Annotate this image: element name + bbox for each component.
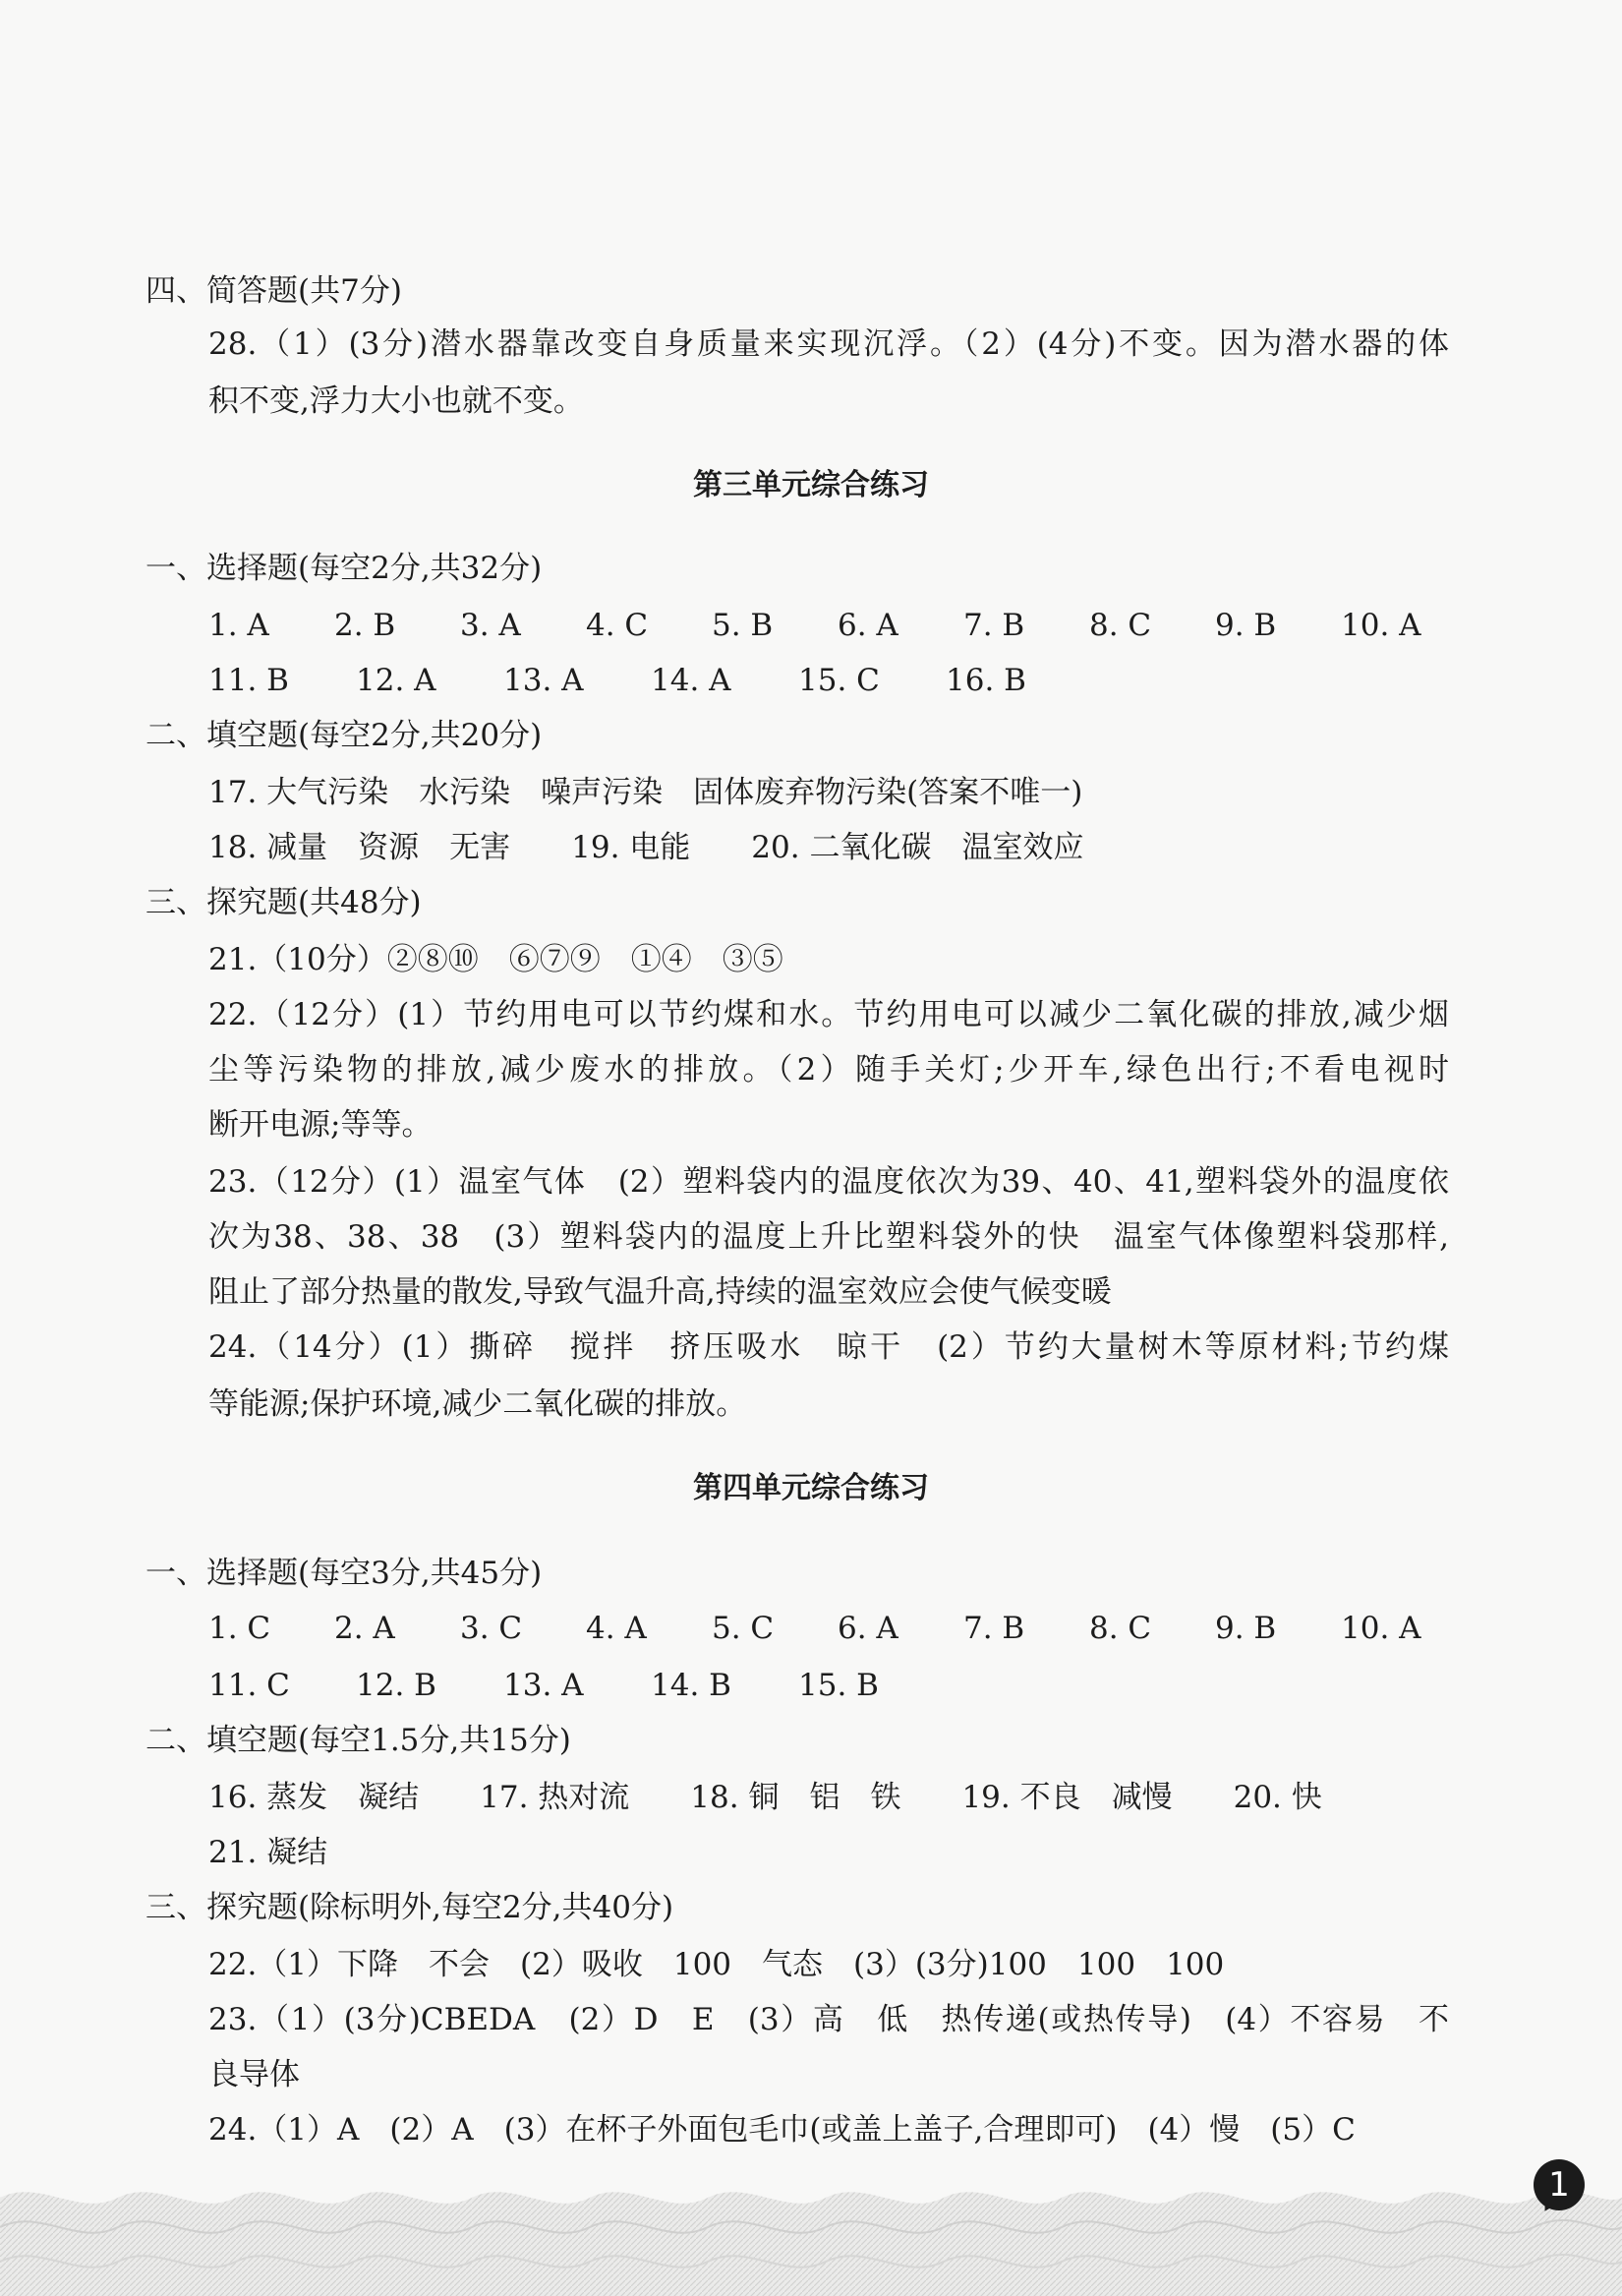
unit4-choice-answer: 1. C <box>208 1611 271 1646</box>
answer-u3-q23-line3: 阻止了部分热量的散发,导致气温升高,持续的温室效应会使气候变暖 <box>208 1274 1112 1310</box>
unit3-choice-answer: 3. A <box>460 608 521 643</box>
unit4-choice-answer: 13. A <box>503 1668 584 1703</box>
unit3-choice-answer: 15. C <box>798 663 880 698</box>
unit4-choice-answer: 9. B <box>1215 1611 1277 1646</box>
unit4-choice-answer: 10. A <box>1341 1611 1421 1646</box>
unit3-choice-answer: 12. A <box>356 663 436 698</box>
answer-u4-q23-line2: 良导体 <box>208 2057 300 2092</box>
answer-u3-q22-line1: 22.（12分）(1）节约用电可以节约煤和水。节约用电可以减少二氧化碳的排放,减少烟 <box>208 997 1449 1032</box>
unit3-choice-answer: 16. B <box>946 663 1026 698</box>
unit4-section-fill: 二、填空题(每空1.5分,共15分) <box>145 1723 571 1758</box>
answer-u3-q17: 17. 大气污染 水污染 噪声污染 固体废弃物污染(答案不唯一) <box>208 775 1083 810</box>
answer-u4-q21: 21. 凝结 <box>208 1835 328 1870</box>
unit4-choice-answer: 14. B <box>651 1668 731 1703</box>
answer-u3-q24-line1: 24.（14分）(1）撕碎 搅拌 挤压吸水 晾干 (2）节约大量树木等原材料;节约煤 <box>208 1329 1449 1365</box>
unit4-choice-answer: 3. C <box>460 1611 523 1646</box>
unit4-title: 第四单元综合练习 <box>693 1471 929 1505</box>
unit4-choice-answer: 6. A <box>838 1611 898 1646</box>
unit4-choice-answer: 12. B <box>356 1668 436 1703</box>
unit3-section-choice: 一、选择题(每空2分,共32分) <box>145 551 543 586</box>
answer-q28-line1: 28.（1）(3分)潜水器靠改变自身质量来实现沉浮。（2）(4分)不变。因为潜水器的体 <box>208 326 1449 362</box>
unit3-section-fill: 二、填空题(每空2分,共20分) <box>145 718 543 753</box>
page-number: 1 <box>1534 2159 1585 2210</box>
unit3-section-inquiry: 三、探究题(共48分) <box>145 885 422 920</box>
unit3-choice-answer: 14. A <box>651 663 731 698</box>
unit3-choice-answer: 6. A <box>838 608 898 643</box>
unit3-choice-answer: 10. A <box>1341 608 1421 643</box>
answer-u3-q23-line2: 次为38、38、38 (3）塑料袋内的温度上升比塑料袋外的快 温室气体像塑料袋那样, <box>208 1219 1449 1255</box>
answer-u4-q24: 24.（1）A (2）A (3）在杯子外面包毛巾(或盖上盖子,合理即可) (4）慢 (5）C <box>208 2112 1356 2148</box>
unit4-section-choice: 一、选择题(每空3分,共45分) <box>145 1556 543 1591</box>
section-title-short-answer: 四、简答题(共7分) <box>145 273 402 309</box>
answer-q28-line2: 积不变,浮力大小也就不变。 <box>208 383 584 419</box>
answer-u3-q22-line2: 尘等污染物的排放,减少废水的排放。（2）随手关灯;少开车,绿色出行;不看电视时 <box>208 1052 1449 1088</box>
unit3-choice-answer: 2. B <box>334 608 396 643</box>
answer-u4-q23-line1: 23.（1）(3分)CBEDA (2）D E (3）高 低 热传递(或热传导) (4）不容易 不 <box>208 2002 1449 2037</box>
answer-u3-q18-20: 18. 减量 资源 无害 19. 电能 20. 二氧化碳 温室效应 <box>208 830 1084 865</box>
answer-u4-q22: 22.（1）下降 不会 (2）吸收 100 气态 (3）(3分)100 100 100 <box>208 1947 1225 1982</box>
unit3-choice-answer: 5. B <box>712 608 774 643</box>
unit3-title: 第三单元综合练习 <box>693 468 929 502</box>
unit4-choice-answer: 7. B <box>963 1611 1025 1646</box>
unit3-choice-answer: 1. A <box>208 608 269 643</box>
answer-u3-q23-line1: 23.（12分）(1）温室气体 (2）塑料袋内的温度依次为39、40、41,塑料袋外的温度依 <box>208 1164 1449 1200</box>
unit4-choice-answer: 4. A <box>586 1611 647 1646</box>
answer-u3-q24-line2: 等能源;保护环境,减少二氧化碳的排放。 <box>208 1386 747 1422</box>
answer-u3-q21: 21.（10分）②⑧⑩ ⑥⑦⑨ ①④ ③⑤ <box>208 942 783 977</box>
answer-u3-q22-line3: 断开电源;等等。 <box>208 1107 433 1143</box>
footer-wave-band <box>0 2168 1622 2296</box>
unit4-choice-answer: 5. C <box>712 1611 775 1646</box>
unit3-choice-answer: 7. B <box>963 608 1025 643</box>
unit4-section-inquiry: 三、探究题(除标明外,每空2分,共40分) <box>145 1890 674 1925</box>
unit3-choice-answer: 9. B <box>1215 608 1277 643</box>
unit4-choice-answer: 8. C <box>1089 1611 1152 1646</box>
unit3-choice-answer: 13. A <box>503 663 584 698</box>
unit4-choice-answer: 2. A <box>334 1611 395 1646</box>
unit4-choice-answer: 11. C <box>208 1668 290 1703</box>
unit4-choice-answer: 15. B <box>798 1668 879 1703</box>
unit3-choice-answer: 8. C <box>1089 608 1152 643</box>
unit3-choice-answer: 11. B <box>208 663 289 698</box>
answer-u4-q16-20: 16. 蒸发 凝结 17. 热对流 18. 铜 铝 铁 19. 不良 减慢 20. 快 <box>208 1780 1322 1815</box>
unit3-choice-answer: 4. C <box>586 608 649 643</box>
